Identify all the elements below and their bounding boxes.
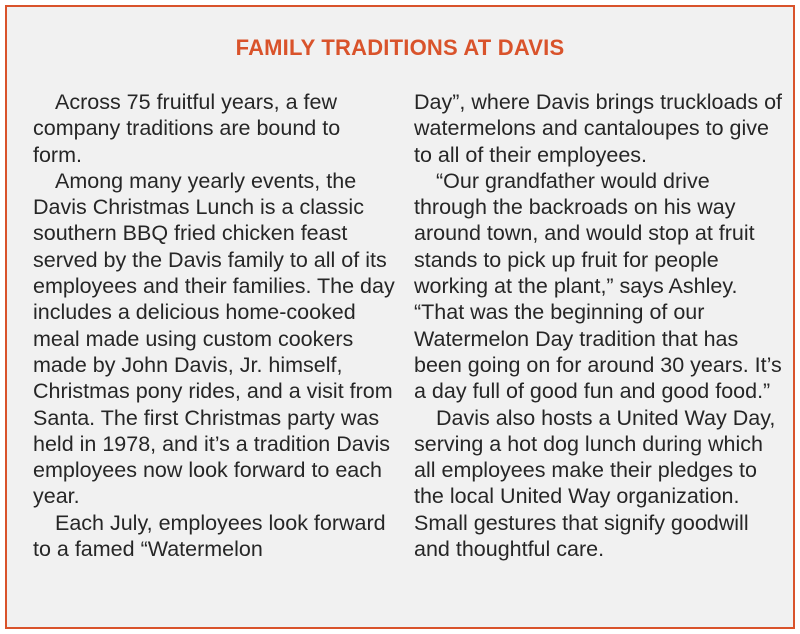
- left-text-column: [33, 89, 395, 562]
- paragraph-watermelon-continued: Day”, where Davis brings truckloads of watermelons and cantaloupes to give to all of their employees.: [414, 90, 783, 167]
- paragraph-christmas-lunch: Among many yearly events, the Davis Christmas Lunch is a classic southern BBQ fried chicken feast served by the Davis family to all of its employees and their families. The day includes a delicious home-cooked meal made using custom cookers made by John Davis, Jr. himself, Christmas pony rides, and a visit from Santa. The first Christmas party was held in 1978, and it’s a tradition Davis employees now look forward to each year.: [33, 168, 395, 509]
- sidebar-title: FAMILY TRADITIONS AT DAVIS: [235, 35, 565, 60]
- paragraph-grandfather-quote: “Our grandfather would drive through the backroads on his way around town, and would stop at fruit stands to pick up fruit for people working at the plant,” says Ashley. “That was the beginning of our Watermelon Day tradition that has been going on for around 30 years. It’s a day full of good fun and good food.”: [414, 168, 782, 404]
- family-traditions-sidebar: [5, 5, 795, 629]
- right-text-column: [414, 89, 784, 562]
- paragraph-watermelon-intro: Each July, employees look forward to a famed “Watermelon: [33, 510, 386, 562]
- paragraph-company-traditions: Across 75 fruitful years, a few company traditions are bound to form.: [33, 90, 341, 167]
- paragraph-united-way: Davis also hosts a United Way Day, serving a hot dog lunch during which all employees make their pledges to the local United Way organization. Small gestures that signify goodwill and thoughtful care.: [414, 405, 776, 562]
